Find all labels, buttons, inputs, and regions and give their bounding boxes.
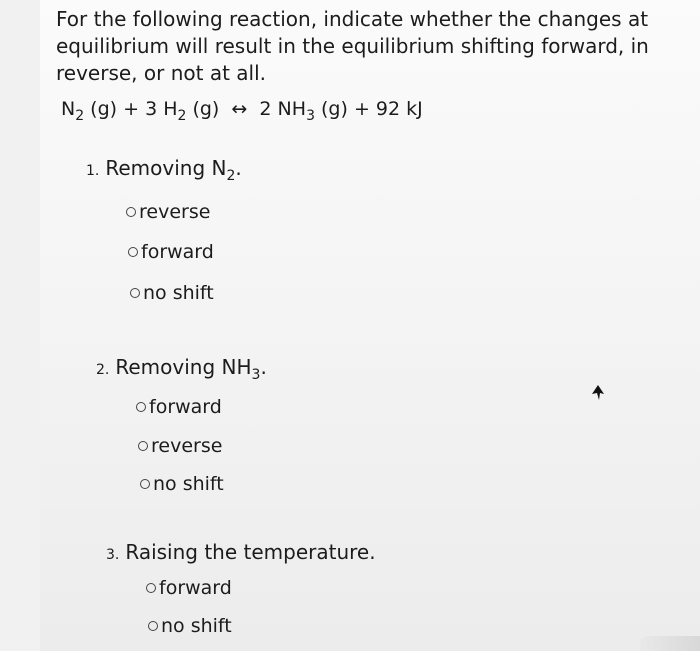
question-text: Raising the temperature. [125,540,376,564]
question-subscript: 3 [251,367,261,383]
radio-button-icon[interactable] [148,621,158,631]
equation-subscript: 2 [75,108,85,124]
equation-part: (g) + 3 H [84,98,178,120]
question-prompt: For the following reaction, indicate whether the changes at equilibrium will result in the equilibrium shifting forward, in reverse, or not at all. [56,7,649,85]
radio-button-icon[interactable] [126,207,136,217]
option-label: forward [141,241,214,263]
radio-button-icon[interactable] [128,247,138,257]
equation-subscript: 2 [177,108,187,124]
q3-option-no-shift[interactable] [148,615,232,637]
option-label: no shift [161,615,232,637]
question-subscript: 2 [226,168,236,184]
equation-part: (g) + 92 kJ [314,98,423,120]
mouse-cursor-icon [592,385,606,401]
option-label: forward [149,396,222,418]
option-label: no shift [153,473,224,495]
q1-option-forward[interactable] [128,241,214,263]
radio-button-icon[interactable] [136,402,146,412]
q2-option-reverse[interactable] [138,435,222,457]
option-label: reverse [139,201,211,223]
radio-button-icon[interactable] [146,583,156,593]
equation-subscript: 3 [306,108,315,124]
radio-button-icon[interactable] [130,288,140,298]
question-text: Removing N [105,156,227,180]
question-number: 1. [86,163,100,179]
equation-part: (g) [186,98,232,120]
question-3-title [106,540,376,564]
radio-button-icon[interactable] [140,479,150,489]
q2-option-no-shift[interactable] [140,473,224,495]
corner-overlay [640,636,700,651]
q1-option-reverse[interactable] [126,201,210,223]
option-label: no shift [143,282,214,304]
question-text: Removing NH [115,355,252,379]
left-gutter [0,0,41,651]
question-number: 2. [96,362,110,378]
equation-part: 2 NH [247,98,307,120]
q3-option-forward[interactable] [146,577,232,599]
option-label: forward [159,577,232,599]
reaction-equation [61,98,423,124]
question-number: 3. [106,547,120,563]
radio-button-icon[interactable] [138,441,148,451]
question-text-end: . [260,355,267,379]
option-label: reverse [151,435,223,457]
q1-option-no-shift[interactable] [130,282,214,304]
equation-part: N [61,98,76,120]
equilibrium-arrow-icon: ↔ [231,98,248,120]
question-1-title [86,156,242,184]
question-text-end: . [235,156,242,180]
question-2-title [96,355,267,383]
q2-option-forward[interactable] [136,396,222,418]
